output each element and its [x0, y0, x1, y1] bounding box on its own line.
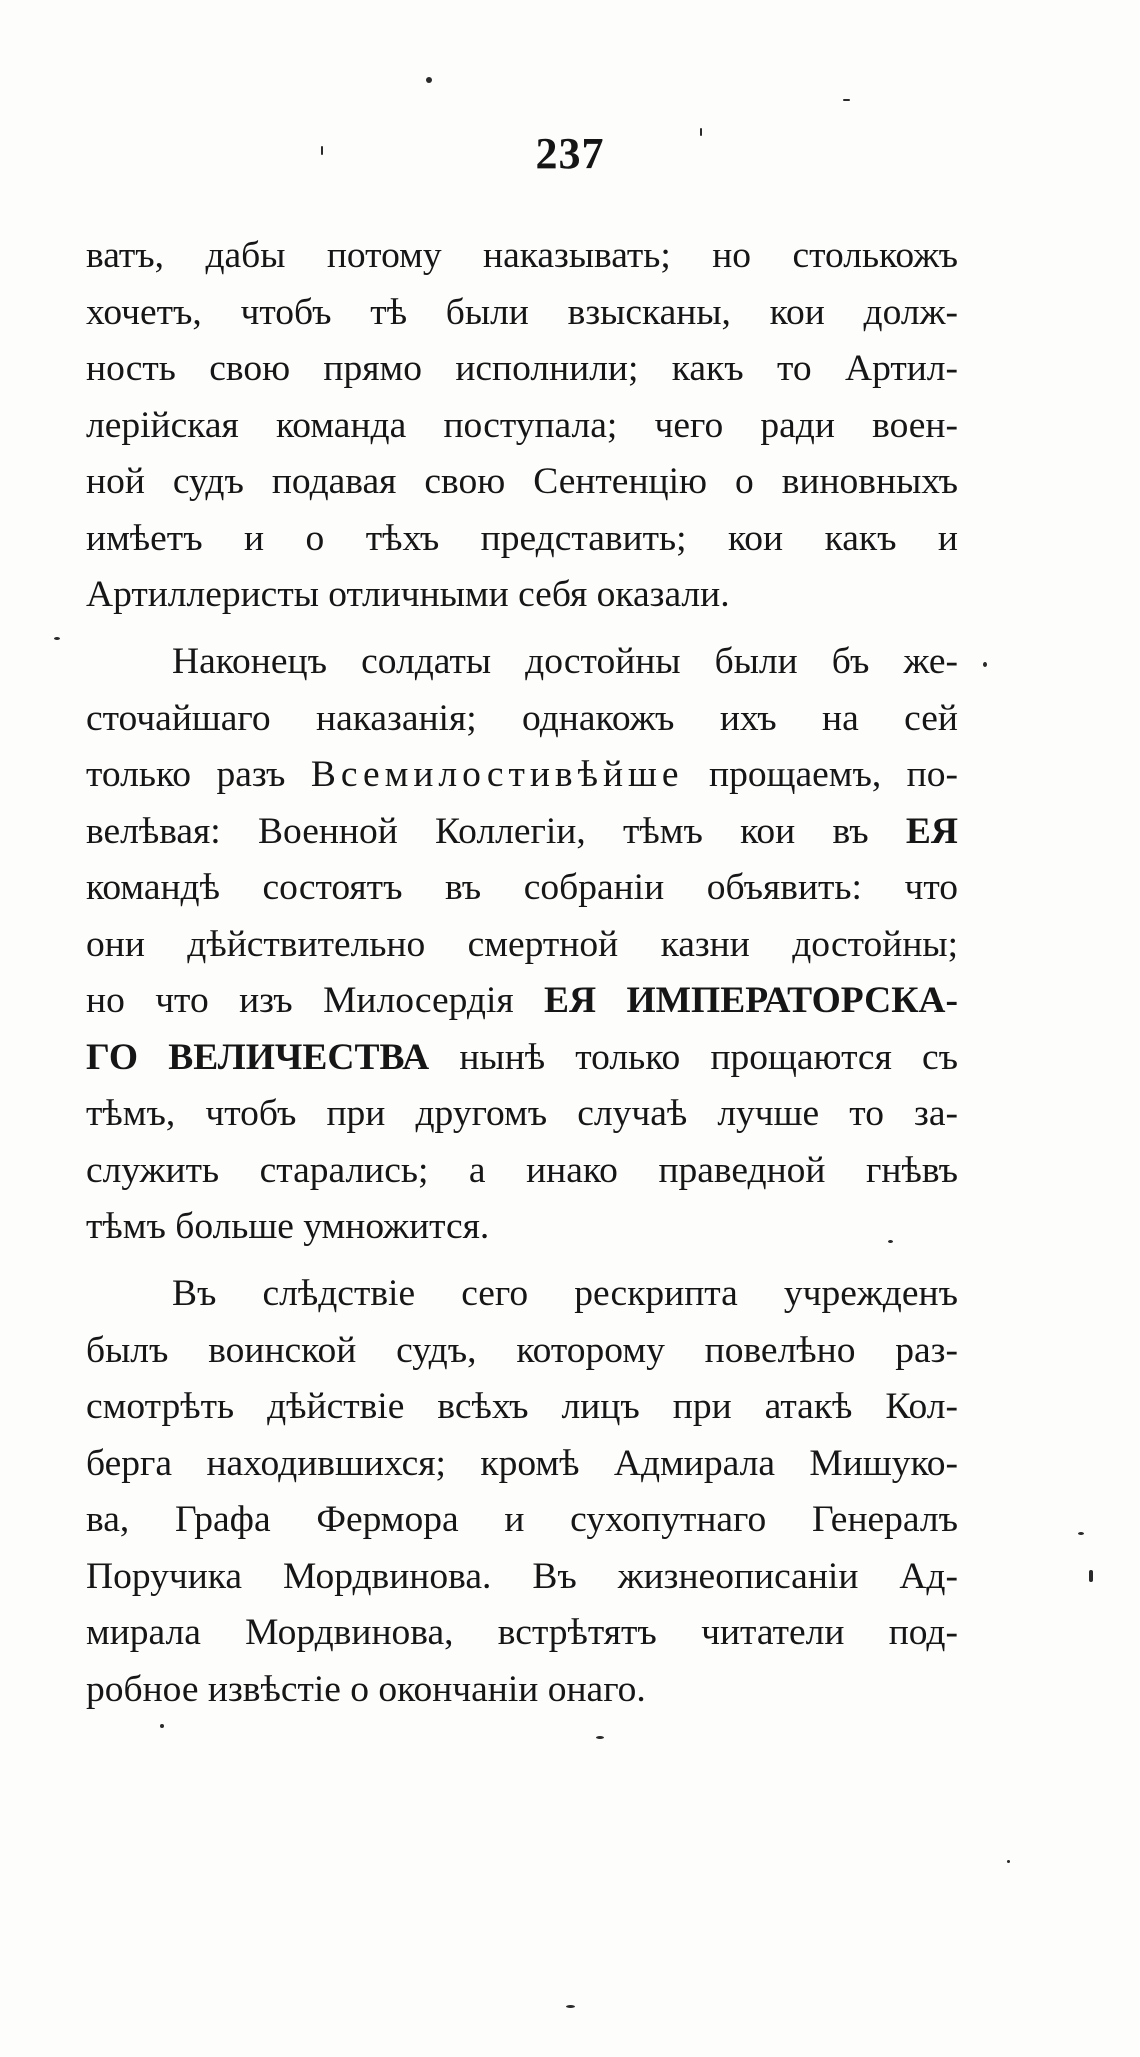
text-line: Наконецъ солдаты достойны были бъ же- [172, 641, 958, 682]
scan-speck [160, 1724, 164, 1728]
text-line: смотрѣть дѣйствіе всѣхъ лицъ при атакѣ Кол- [86, 1386, 958, 1427]
text-line: командѣ состоятъ въ собраніи объявить: что [86, 867, 958, 908]
scan-speck [888, 1240, 893, 1243]
text-segment: прощаемъ, по- [683, 754, 958, 795]
text-line: они дѣйствительно смертной казни достойны; [86, 923, 958, 965]
scan-speck [700, 128, 702, 136]
text-line: имѣетъ и о тѣхъ представить; кои какъ и [86, 517, 958, 559]
text-line: ной судъ подавая свою Сентенцію о виновныхъ [86, 461, 958, 502]
text-line: берга находившихся; кромѣ Адмирала Мишуко- [86, 1442, 958, 1484]
scan-speck [1089, 1570, 1093, 1582]
scan-speck [596, 1736, 604, 1739]
text-line: мирала Мордвинова, встрѣтятъ читатели под- [86, 1612, 958, 1653]
text-line: тѣмъ больше умножится. [86, 1206, 490, 1247]
text-line: былъ воинской судъ, которому повелѣно раз- [86, 1329, 958, 1371]
text-line [86, 747, 958, 804]
text-line: Въ слѣдствіе сего рескрипта учрежденъ [172, 1273, 958, 1314]
text-line [86, 1030, 958, 1087]
text-line: Артиллеристы отличными себя оказали. [86, 574, 730, 615]
text-line: служить старались; а инако праведной гнѣвъ [86, 1149, 958, 1191]
text-line [86, 973, 958, 1030]
emphasis-word: ЕЯ ИМПЕРАТОРСКА- [544, 980, 958, 1021]
scan-speck [426, 77, 432, 83]
text-segment: только разъ [86, 754, 311, 795]
text-line: ватъ, дабы потому наказывать; но столькожъ [86, 235, 958, 276]
text-line: тѣмъ, чтобъ при другомъ случаѣ лучше то за- [86, 1093, 958, 1134]
paragraph-3 [86, 1266, 958, 1718]
text-line [86, 804, 958, 861]
paragraph-1 [86, 228, 958, 624]
text-line: ность свою прямо исполнили; какъ то Артил- [86, 348, 958, 389]
text-line: Поручика Мордвинова. Въ жизнеописаніи Ад- [86, 1555, 958, 1597]
scan-speck [843, 99, 850, 101]
scan-speck [1007, 1860, 1010, 1863]
scan-speck [983, 662, 987, 667]
emphasis-word: ГО ВЕЛИЧЕСТВА [86, 1036, 430, 1078]
spaced-word: Всемилостивѣйше [310, 754, 684, 795]
scan-speck [566, 2005, 575, 2008]
scan-speck [321, 146, 323, 155]
text-segment: велѣвая: Военной Коллегіи, тѣмъ кои въ [86, 810, 906, 852]
text-line: сточайшаго наказанія; однакожъ ихъ на сей [86, 697, 958, 739]
text-segment: но что изъ Милосердія [86, 980, 544, 1021]
emphasis-word: ЕЯ [905, 810, 958, 852]
scan-speck [1078, 1532, 1084, 1535]
paragraph-2 [86, 634, 958, 1256]
text-line: лерійская команда поступала; чего ради воен- [86, 404, 958, 446]
text-line: ва, Графа Фермора и сухопутнаго Генералъ [86, 1499, 958, 1540]
text-line: хочетъ, чтобъ тѣ были взысканы, кои долж- [86, 291, 958, 333]
text-segment: нынѣ только прощаются съ [429, 1036, 959, 1078]
text-line: робное извѣстіе о окончаніи онаго. [86, 1668, 646, 1710]
page-number: 237 [535, 129, 605, 178]
scan-speck [54, 637, 60, 640]
